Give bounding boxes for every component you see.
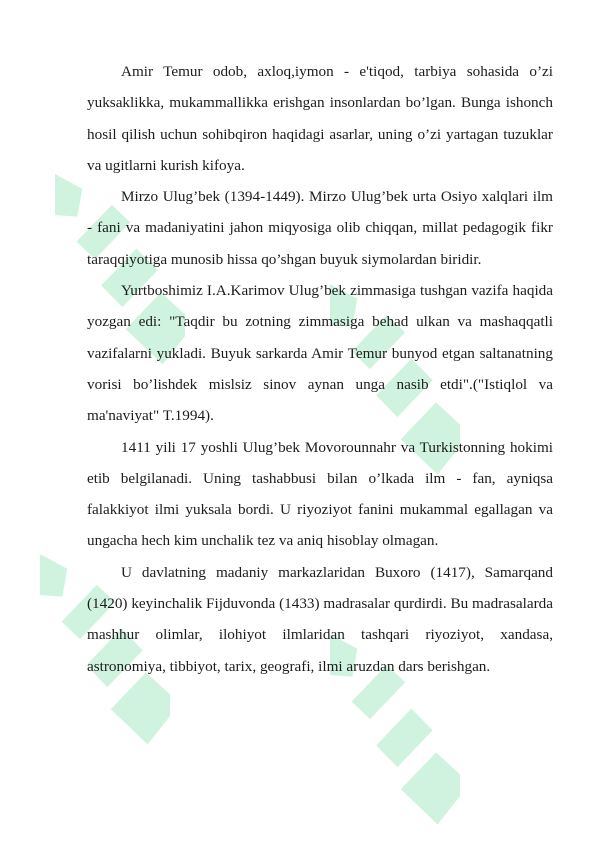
paragraph-mirzo-ulugbek: Mirzo Ulug’bek (1394-1449). Mirzo Ulug’bek urta Osiyo xalqlari ilm - fani va madaniyatini jahon miqyosiga olib chiqqan, millat pedagogik fikr taraqqiyotiga munosib hissa qo’shgan buyuk siymolardan biridir. (87, 188, 553, 268)
paragraph-karimov-quote: Yurtboshimiz I.A.Karimov Ulug’bek zimmasiga tushgan vazifa haqida yozgan edi: "Taqdir bu zotning zimmasiga behad ulkan va mashaqqatli vazifalarni yukladi. Buyuk sarkarda Amir Temur bunyod etgan saltanatning vorisi bo’lishdek mislsiz sinov aynan unga nasib etdi".("Istiqlol va ma'naviyat" T.1994). (87, 282, 553, 425)
paragraph-1411: 1411 yili 17 yoshli Ulug’bek Movorounnahr va Turkistonning hokimi etib belgilanadi. Uning tashabbusi bilan o’lkada ilm - fan, ayniqsa falakkiyot ilmi yuksala bordi. U riyoziyot fanini mukammal egallagan va ungacha hech kim unchalik tez va aniq hisoblay olmagan. (87, 438, 553, 550)
paragraph-amir-temur: Amir Temur odob, axloq,iymon - e'tiqod, tarbiya sohasida o’zi yuksaklikka, mukammallikka erishgan insonlardan bo’lgan. Bunga ishonch hosil qilish uchun sohibqiron haqidagi asarlar, uning o’zi yartagan tuzuklar va ugitlarni kurish kifoya. (87, 63, 553, 174)
paragraph-madrasas: U davlatning madaniy markazlaridan Buxoro (1417), Samarqand (1420) keyinchalik Fijduvonda (1433) madrasalar qurdirdi. Bu madrasalarda mashhur olimlar, ilohiyot ilmlaridan tashqari riyoziyot, xandasa, astronomiya, tibbiyot, tarix, geografi, ilmi aruzdan dars berishgan. (87, 563, 553, 675)
body-text (87, 56, 553, 682)
